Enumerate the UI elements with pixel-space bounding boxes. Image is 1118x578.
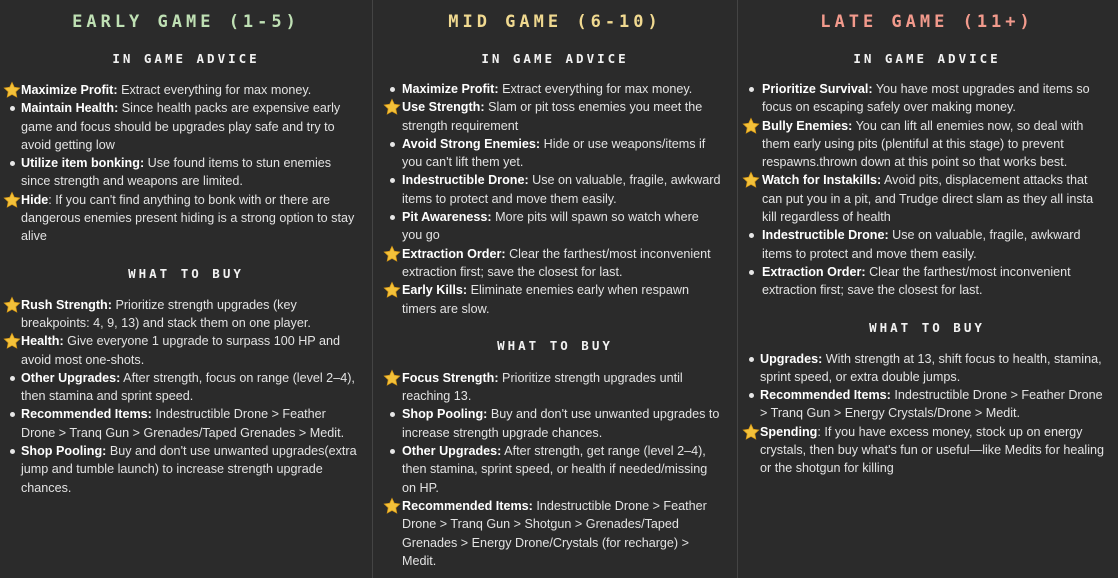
- buy-list: [738, 350, 1108, 478]
- bullet-icon: [382, 135, 400, 153]
- star-icon: [2, 332, 20, 350]
- advice-list: [373, 80, 722, 318]
- list-item: Recommended Items: Indestructible Drone > Feather Drone > Tranq Gun > Energy Crystals/Drone > Medit.: [741, 386, 1108, 423]
- list-item: Recommended Items: Indestructible Drone > Feather Drone > Tranq Gun > Shotgun > Grenades/Taped Grenades > Energy Drone/Crystals (for recharge) > Medit.: [382, 497, 722, 570]
- list-item: Extraction Order: Clear the farthest/most inconvenient extraction first; save the closest for last.: [382, 245, 722, 282]
- bullet-icon: [2, 99, 20, 117]
- list-item: Shop Pooling: Buy and don't use unwanted upgrades(extra jump and tumble launch) to increase strength upgrade chances.: [2, 442, 360, 497]
- section-heading: IN GAME ADVICE: [112, 51, 260, 66]
- star-icon: [382, 281, 400, 299]
- list-item: Bully Enemies: You can lift all enemies now, so deal with them early using pits (plentiful at this stage) to prevent respawns.thrown down at this point so that works best.: [741, 117, 1108, 172]
- list-item: Early Kills: Eliminate enemies early when respawn timers are slow.: [382, 281, 722, 318]
- bullet-icon: [382, 171, 400, 189]
- list-item: Use Strength: Slam or pit toss enemies you meet the strength requirement: [382, 98, 722, 135]
- buy-list: [373, 369, 722, 570]
- bullet-icon: [741, 80, 759, 98]
- star-icon: [382, 497, 400, 515]
- section-heading: WHAT TO BUY: [128, 265, 244, 281]
- advice-list: [0, 81, 360, 246]
- buy-list: [0, 296, 360, 497]
- list-item: Pit Awareness: More pits will spawn so watch where you go: [382, 208, 722, 245]
- list-item: Spending: If you have excess money, stock up on energy crystals, then buy what's fun or useful—like Medits for healing or the shotgun for killing: [741, 423, 1108, 478]
- bullet-icon: [741, 263, 759, 281]
- column-early-game: [0, 0, 372, 578]
- bullet-icon: [2, 442, 20, 460]
- list-item: Health: Give everyone 1 upgrade to surpass 100 HP and avoid most one-shots.: [2, 332, 360, 369]
- bullet-icon: [2, 154, 20, 172]
- list-item: Utilize item bonking: Use found items to stun enemies since strength and weapons are limited.: [2, 154, 360, 191]
- list-item: Maximize Profit: Extract everything for max money.: [382, 80, 722, 98]
- bullet-icon: [2, 405, 20, 423]
- column-late-game: [738, 0, 1116, 578]
- list-item: Rush Strength: Prioritize strength upgrades (key breakpoints: 4, 9, 13) and stack them on one player.: [2, 296, 360, 333]
- star-icon: [382, 369, 400, 387]
- list-item: Other Upgrades: After strength, focus on range (level 2–4), then stamina and sprint speed.: [2, 369, 360, 406]
- list-item: Shop Pooling: Buy and don't use unwanted upgrades to increase strength upgrade chances.: [382, 405, 722, 442]
- list-item: Watch for Instakills: Avoid pits, displacement attacks that can put you in a pit, and Trudge direct slam as they all insta kill regardless of health: [741, 171, 1108, 226]
- column-title: LATE GAME (11+): [820, 12, 1034, 32]
- column-mid-game: [372, 0, 738, 578]
- column-title: EARLY GAME (1-5): [72, 12, 300, 32]
- bullet-icon: [741, 350, 759, 368]
- star-icon: [741, 171, 759, 189]
- bullet-icon: [382, 80, 400, 98]
- list-item: Maintain Health: Since health packs are expensive early game and focus should be upgrades play safe and try to avoid getting low: [2, 99, 360, 154]
- list-item: Hide: If you can't find anything to bonk with or there are dangerous enemies present hiding is a strong option to stay alive: [2, 191, 360, 246]
- star-icon: [2, 191, 20, 209]
- list-item: Maximize Profit: Extract everything for max money.: [2, 81, 360, 99]
- section-heading: IN GAME ADVICE: [853, 51, 1001, 66]
- bullet-icon: [382, 442, 400, 460]
- star-icon: [2, 296, 20, 314]
- bullet-icon: [2, 369, 20, 387]
- section-heading: WHAT TO BUY: [497, 337, 613, 353]
- list-item: Extraction Order: Clear the farthest/most inconvenient extraction first; save the closest for last.: [741, 263, 1108, 300]
- list-item: Focus Strength: Prioritize strength upgrades until reaching 13.: [382, 369, 722, 406]
- star-icon: [741, 117, 759, 135]
- star-icon: [741, 423, 759, 441]
- advice-list: [738, 80, 1108, 300]
- list-item: Prioritize Survival: You have most upgrades and items so focus on escaping safely over making money.: [741, 80, 1108, 117]
- list-item: Avoid Strong Enemies: Hide or use weapons/items if you can't lift them yet.: [382, 135, 722, 172]
- list-item: Upgrades: With strength at 13, shift focus to health, stamina, sprint speed, or extra double jumps.: [741, 350, 1108, 387]
- bullet-icon: [382, 405, 400, 423]
- star-icon: [382, 245, 400, 263]
- bullet-icon: [382, 208, 400, 226]
- section-heading: IN GAME ADVICE: [481, 51, 629, 66]
- list-item: Recommended Items: Indestructible Drone > Feather Drone > Tranq Gun > Grenades/Taped Grenades > Medit.: [2, 405, 360, 442]
- bullet-icon: [741, 386, 759, 404]
- star-icon: [2, 81, 20, 99]
- bullet-icon: [741, 226, 759, 244]
- star-icon: [382, 98, 400, 116]
- list-item: Other Upgrades: After strength, get range (level 2–4), then stamina, sprint speed, or health if needed/missing on HP.: [382, 442, 722, 497]
- section-heading: WHAT TO BUY: [869, 319, 985, 335]
- list-item: Indestructible Drone: Use on valuable, fragile, awkward items to protect and move them easily.: [741, 226, 1108, 263]
- column-title: MID GAME (6-10): [448, 12, 662, 32]
- list-item: Indestructible Drone: Use on valuable, fragile, awkward items to protect and move them easily.: [382, 171, 722, 208]
